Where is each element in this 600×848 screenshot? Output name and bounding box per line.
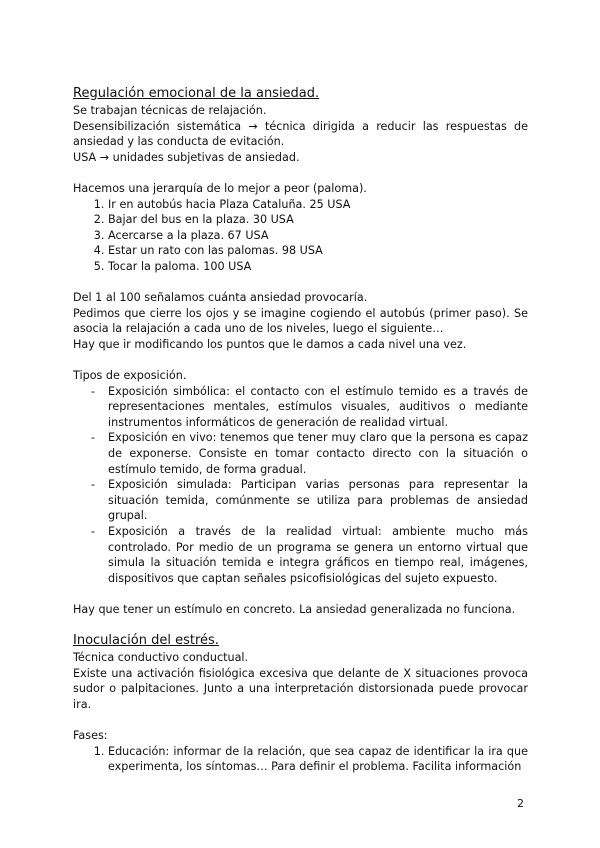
paragraph: USA → unidades subjetivas de ansiedad. bbox=[73, 150, 300, 164]
list-item: 2. Bajar del bus en la plaza. 30 USA bbox=[108, 212, 528, 228]
paragraph: Tipos de exposición. bbox=[73, 369, 187, 383]
spacer bbox=[73, 618, 528, 634]
list-item: - Exposición simbólica: el contacto con el estímulo temido es a través de representaciones mentales, estímulos visuales, auditivos o mediante instrumentos informáticos de generación de realidad virtual. bbox=[108, 384, 528, 431]
spacer bbox=[73, 275, 528, 291]
paragraph: Hay que tener un estímulo en concreto. La ansiedad generalizada no funciona. bbox=[73, 603, 516, 616]
paragraph: Fases: bbox=[73, 729, 108, 743]
spacer bbox=[73, 165, 528, 181]
section-title-stress-inoculation: Inoculación del estrés. bbox=[73, 633, 219, 649]
list-item: 1. Educación: informar de la relación, que sea capaz de identificar la ira que experimenta, los síntomas… Para definir el problema. Facilita información bbox=[108, 744, 528, 775]
list-item: - Exposición en vivo: tenemos que tener muy claro que la persona es capaz de exponerse. Consiste en tomar contacto directo con la situación o estímulo temido, de forma gradual. bbox=[108, 430, 528, 477]
paragraph: Se trabajan técnicas de relajación. bbox=[73, 104, 267, 117]
spacer bbox=[73, 353, 528, 369]
paragraph: Hay que ir modificando los puntos que le damos a cada nivel una vez. bbox=[73, 337, 467, 351]
section-title-emotional-regulation: Regulación emocional de la ansiedad. bbox=[73, 86, 320, 101]
spacer bbox=[73, 586, 528, 602]
document-page bbox=[73, 86, 528, 775]
phases-list bbox=[73, 744, 528, 775]
paragraph: Desensibilización sistemática → técnica dirigida a reducir las respuestas de ansiedad y las conducta de evitación. bbox=[73, 119, 528, 149]
list-item: 5. Tocar la paloma. 100 USA bbox=[108, 259, 528, 275]
paragraph: Del 1 al 100 señalamos cuánta ansiedad provocaría. bbox=[73, 291, 368, 305]
hierarchy-list bbox=[73, 197, 528, 275]
list-item: 1. Ir en autobús hacia Plaza Cataluña. 25 USA bbox=[108, 197, 528, 213]
list-item: 4. Estar un rato con las palomas. 98 USA bbox=[108, 243, 528, 259]
exposure-types-list bbox=[73, 384, 528, 587]
paragraph: Hacemos una jerarquía de lo mejor a peor (paloma). bbox=[73, 181, 367, 195]
list-item: 3. Acercarse a la plaza. 67 USA bbox=[108, 228, 528, 244]
paragraph: Pedimos que cierre los ojos y se imagine cogiendo el autobús (primer paso). Se asocia la relajación a cada uno de los niveles, luego el siguiente… bbox=[73, 306, 528, 336]
paragraph: Existe una activación fisiológica excesiva que delante de X situaciones provoca sudor o palpitaciones. Junto a una interpretación distorsionada puede provocar ira. bbox=[73, 666, 528, 711]
list-item: - Exposición a través de la realidad virtual: ambiente mucho más controlado. Por medio de un programa se genera un entorno virtual que simula la situación temida e integra gráficos en tiempo real, imágenes, dispositivos que captan señales psicofisiológicas del sujeto expuesto. bbox=[108, 524, 528, 586]
spacer bbox=[73, 713, 528, 729]
list-item: - Exposición simulada: Participan varias personas para representar la situación temida, comúnmente se utiliza para problemas de ansiedad grupal. bbox=[108, 477, 528, 524]
page-number: 2 bbox=[517, 797, 524, 810]
paragraph: Técnica conductivo conductual. bbox=[73, 651, 249, 665]
